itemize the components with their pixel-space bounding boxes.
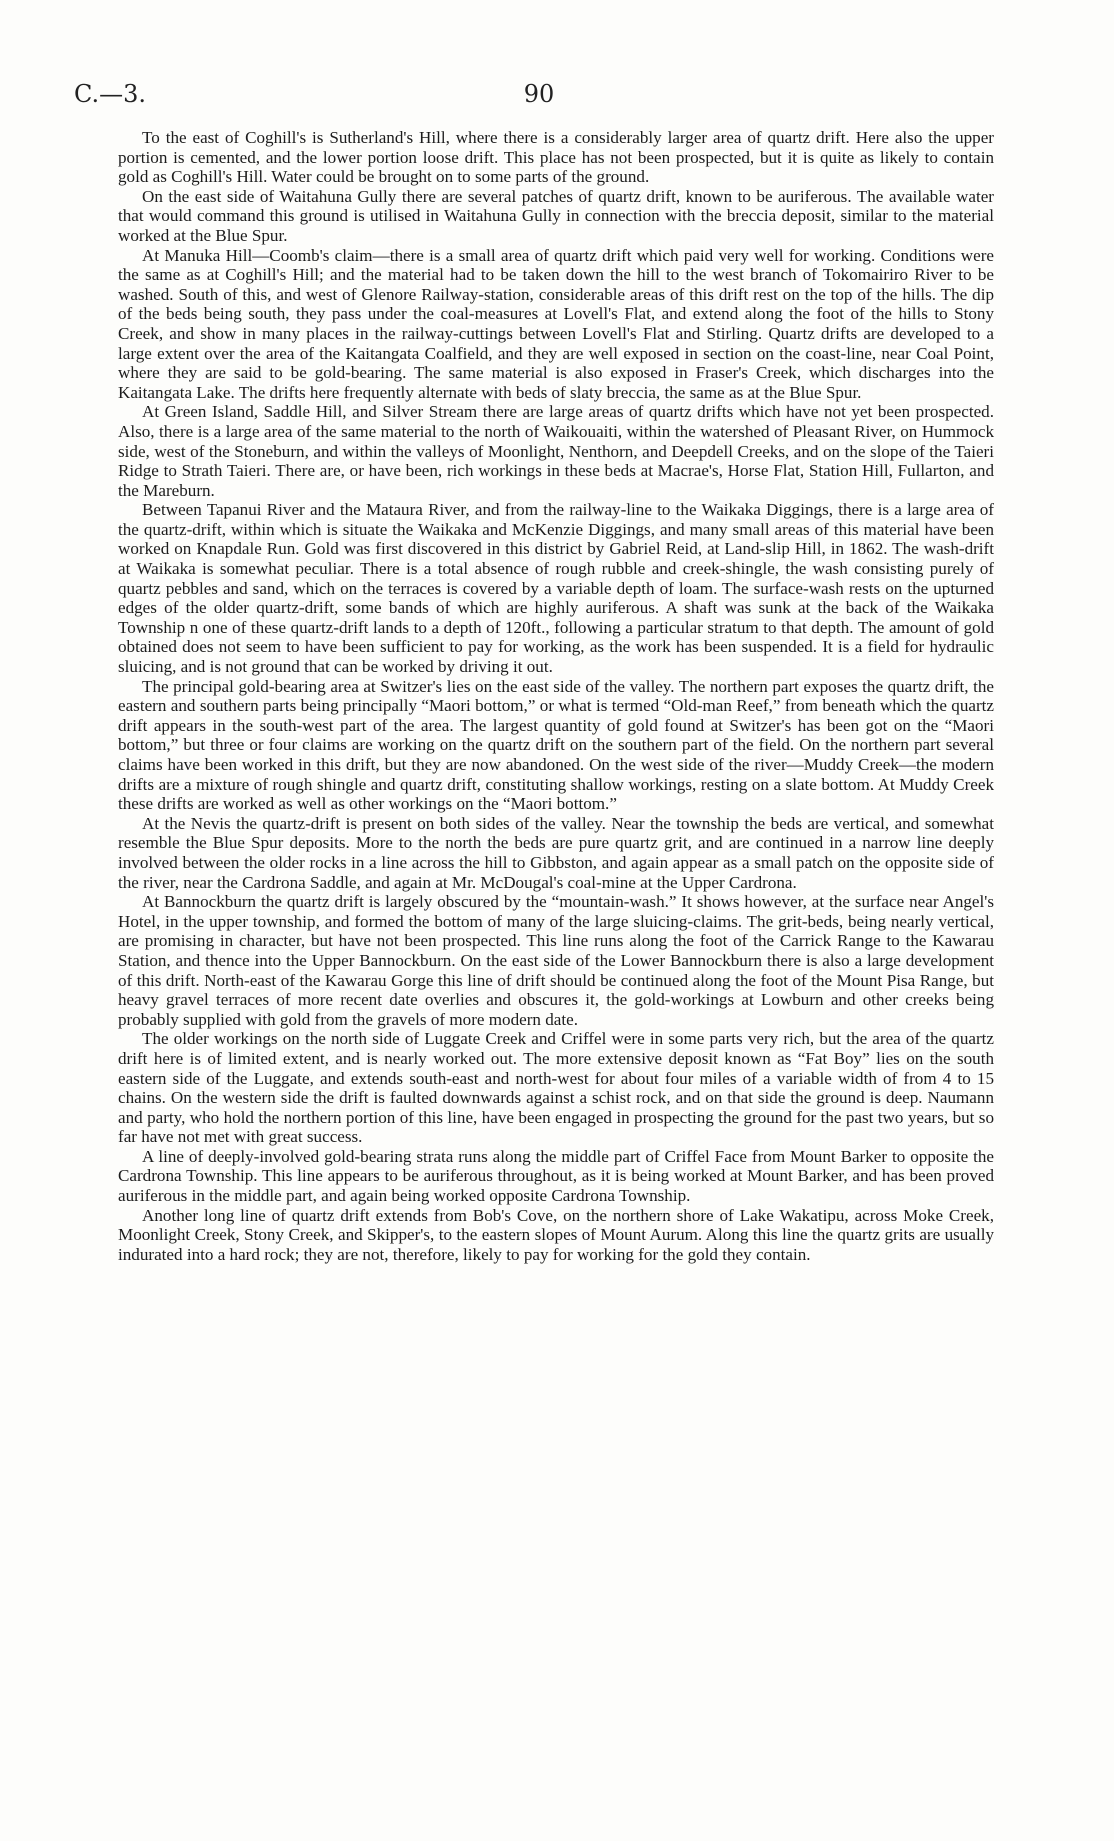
paragraph-switzers: The principal gold-bearing area at Switzer's lies on the east side of the valley. The northern part exposes the quartz drift, the eastern and southern parts being principally “Maori bottom,” or what is termed “Old-man Reef,” from beneath which the quartz drift appears in the south-west part of the area. The largest quantity of gold found at Switzer's has been got on the “Maori bottom,” but three or four claims are working on the quartz drift on the southern part of the field. On the northern part several claims have been worked in this drift, but they are now abandoned. On the west side of the river—Muddy Creek—the modern drifts are a mixture of rough shingle and quartz drift, constituting shallow workings, resting on a slate bottom. At Muddy Creek these drifts are worked as well as other workings on the “Maori bottom.” (118, 676, 994, 814)
paragraph-bobs-cove: Another long line of quartz drift extends from Bob's Cove, on the northern shore of Lake Wakatipu, across Moke Creek, Moonlight Creek, Stony Creek, and Skipper's, to the eastern slopes of Mount Aurum. Along this line the quartz grits are usually indurated into a hard rock; they are not, therefore, likely to pay for working for the gold they contain. (118, 1205, 994, 1264)
paragraph-manuka-hill: At Manuka Hill—Coomb's claim—there is a small area of quartz drift which paid very well for working. Conditions were the same as at Coghill's Hill; and the material had to be taken down the hill to the west branch of Tokomairiro River to be washed. South of this, and west of Glenore Railway-station, considerable areas of this drift rest on the top of the hills. The dip of the beds being south, they pass under the coal-measures at Lovell's Flat, and extend along the foot of the hills to Stony Creek, and show in many places in the railway-cuttings between Lovell's Flat and Stirling. Quartz drifts are developed to a large extent over the area of the Kaitangata Coalfield, and they are well exposed in section on the coast-line, near Coal Point, where they are said to be gold-bearing. The same material is also exposed in Fraser's Creek, which discharges into the Kaitangata Lake. The drifts here frequently alternate with beds of slaty breccia, the same as at the Blue Spur. (118, 245, 994, 402)
page-header (74, 80, 1004, 120)
paragraph-waitahuna-gully: On the east side of Waitahuna Gully there are several patches of quartz drift, known to be auriferous. The available water that would command this ground is utilised in Waitahuna Gully in connection with the breccia deposit, similar to the material worked at the Blue Spur. (118, 186, 994, 245)
paragraph-bannockburn: At Bannockburn the quartz drift is largely obscured by the “mountain-wash.” It shows however, at the surface near Angel's Hotel, in the upper township, and formed the bottom of many of the large sluicing-claims. The grit-beds, being nearly vertical, are promising in character, but have not been prospected. This line runs along the foot of the Carrick Range to the Kawarau Station, and thence into the Upper Bannockburn. On the east side of the Lower Bannockburn there is also a large development of this drift. North-east of the Kawarau Gorge this line of drift should be continued along the foot of the Mount Pisa Range, but heavy gravel terraces of more recent date overlies and obscures it, the gold-workings at Lowburn and other creeks being probably supplied with gold from the gravels of more modern date. (118, 892, 994, 1029)
document-reference: C.—3. (74, 80, 147, 108)
paragraph-green-island: At Green Island, Saddle Hill, and Silver Stream there are large areas of quartz drifts which have not yet been prospected. Also, there is a large area of the same material to the north of Waikouaiti, within the watershed of Pleasant River, on Hummock side, west of the Stoneburn, and within the valleys of Moonlight, Nenthorn, and Deepdell Creeks, and on the slope of the Taieri Ridge to Strath Taieri. There are, or have been, rich workings in these beds at Macrae's, Horse Flat, Station Hill, Fullarton, and the Mareburn. (118, 402, 994, 500)
page-number: 90 (523, 80, 555, 108)
paragraph-criffel-face: A line of deeply-involved gold-bearing strata runs along the middle part of Criffel Face from Mount Barker to opposite the Cardrona Township. This line appears to be auriferous throughout, as it is being worked at Mount Barker, and has been proved auriferous in the middle part, and again being worked opposite Cardrona Township. (118, 1146, 994, 1206)
paragraph-nevis: At the Nevis the quartz-drift is present on both sides of the valley. Near the township the beds are vertical, and somewhat resemble the Blue Spur deposits. More to the north the beds are pure quartz grit, and are continued in a narrow line deeply involved between the older rocks in a line across the hill to Gibbston, and again appear as a small patch on the opposite side of the river, near the Cardrona Saddle, and again at Mr. McDougal's coal-mine at the Upper Cardrona. (118, 813, 994, 892)
paragraph-waikaka: Between Tapanui River and the Mataura River, and from the railway-line to the Waikaka Diggings, there is a large area of the quartz-drift, within which is situate the Waikaka and McKenzie Diggings, and many small areas of this material have been worked on Knapdale Run. Gold was first discovered in this district by Gabriel Reid, at Land-slip Hill, in 1862. The wash-drift at Waikaka is somewhat peculiar. There is a total absence of rough rubble and creek-shingle, the wash consisting purely of quartz pebbles and sand, which on the terraces is covered by a variable depth of loam. The surface-wash rests on the upturned edges of the older quartz-drift, some bands of which are highly auriferous. A shaft was sunk at the back of the Waikaka Township n one of these quartz-drift lands to a depth of 120ft., following a particular stratum to that depth. The amount of gold obtained does not seem to have been sufficient to pay for working, as the work has been suspended. It is a field for hydraulic sluicing, and is not ground that can be worked by driving it out. (118, 500, 994, 677)
paragraph-sutherlands-hill: To the east of Coghill's is Sutherland's Hill, where there is a considerably larger area of quartz drift. Here also the upper portion is cemented, and the lower portion loose drift. This place has not been prospected, but it is quite as likely to contain gold as Coghill's Hill. Water could be brought on to some parts of the ground. (118, 128, 994, 187)
paragraph-luggate-creek: The older workings on the north side of Luggate Creek and Criffel were in some parts very rich, but the area of the quartz drift here is of limited extent, and is nearly worked out. The more extensive deposit known as “Fat Boy” lies on the south eastern side of the Luggate, and extends south-east and north-west for about four miles of a variable width of from 4 to 15 chains. On the western side the drift is faulted downwards against a schist rock, and on that side the ground is deep. Naumann and party, who hold the northern portion of this line, have been engaged in prospecting the ground for the past two years, but so far have not met with great success. (118, 1029, 994, 1147)
body-text (118, 128, 994, 1264)
